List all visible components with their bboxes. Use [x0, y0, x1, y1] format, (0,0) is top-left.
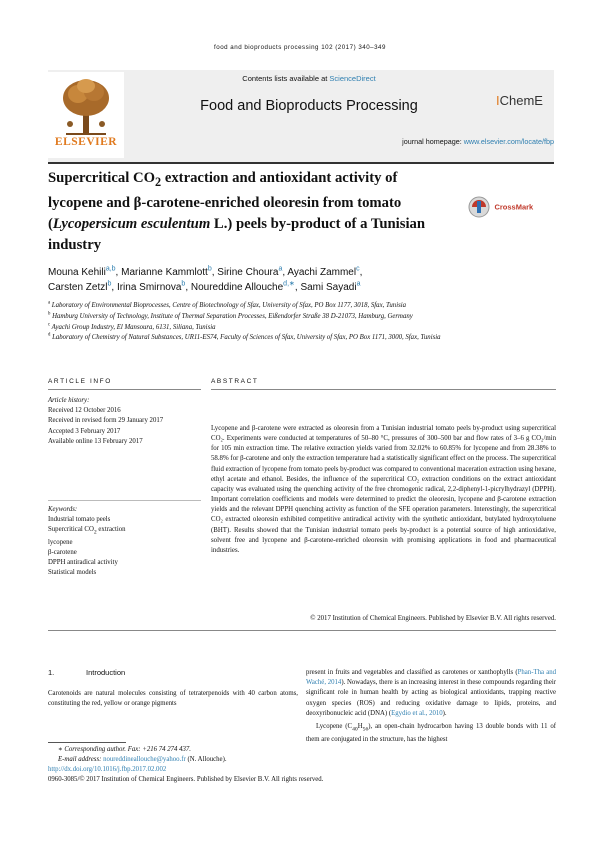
crossmark-badge[interactable] [468, 196, 558, 220]
corresponding-text: Corresponding author. Fax: +216 74 274 437. [64, 746, 192, 753]
col2-p1-a: present in fruits and vegetables and classified as carotenes or xanthophylls ( [306, 669, 518, 676]
title-subscript: 2 [155, 174, 162, 189]
footnote-rule [48, 742, 126, 743]
author-name[interactable]: Irina Smirnova [116, 282, 182, 293]
email-link[interactable]: noureddineallouche@yahoo.fr [103, 756, 186, 763]
keyword-item: lycopene [48, 538, 73, 546]
citation-link[interactable]: Egydio et al., 2010 [391, 709, 443, 717]
author-name[interactable]: Marianne Kammlott [121, 267, 208, 278]
author-affiliation-marker[interactable]: a [278, 265, 283, 273]
affiliation-text: Laboratory of Environmental Bioprocesses, Centre of Biotechnology of Sfax, University of Sfax, PO Box 1177, 3018, Sfax, Tunisia [50, 302, 407, 309]
affiliation-item [48, 333, 518, 343]
email-suffix: (N. Allouche). [185, 756, 227, 763]
icheme-logo[interactable] [496, 92, 552, 120]
author-separator: , [294, 282, 301, 293]
keyword-item: Statistical models [48, 568, 97, 576]
homepage-prefix: journal homepage: [402, 137, 464, 146]
history-revised: Received in revised form 29 January 2017 [48, 417, 164, 425]
affiliations [48, 301, 518, 344]
affiliation-text: Hamburg University of Technology, Institute of Thermal Separation Processes, Eißendorfer Straße 38 D-21073, Hamburg, Germany [50, 312, 413, 320]
author-affiliation-marker[interactable]: b [207, 265, 212, 273]
col2-p2-sub2: 56 [362, 726, 369, 733]
email-note [48, 755, 348, 765]
masthead-rule [48, 162, 554, 164]
journal-homepage [124, 137, 554, 146]
section-title: Introduction [86, 668, 126, 677]
keywords-heading: Keywords: [48, 506, 78, 513]
keywords-rule [48, 500, 201, 501]
email-label: E-mail address: [58, 756, 104, 763]
crossmark-icon [468, 196, 490, 218]
col2-paragraph-1 [306, 668, 556, 719]
section-number: 1. [48, 668, 55, 677]
keyword-2-prefix: Supercritical CO [48, 526, 94, 534]
history-accepted: Accepted 3 February 2017 [48, 427, 121, 435]
intro-paragraph-1: Carotenoids are natural molecules consisting of tetraterpenoids with 40 carbon atoms, constituting the red, yellow or orange pigments [48, 690, 298, 708]
affiliation-item [48, 301, 518, 311]
article-info-rule [48, 389, 201, 390]
article-title [48, 168, 448, 256]
col2-p2-a: Lycopene (C [316, 723, 353, 731]
title-italic: Lycopersicum esculentum [52, 215, 211, 232]
intro-column-2 [306, 668, 556, 745]
author-affiliation-marker[interactable]: b [181, 280, 186, 288]
affiliation-text: Ayachi Group Industry, El Mansoura, 6131, Siliana, Tunisia [50, 323, 216, 331]
section-rule [48, 630, 556, 631]
contents-line [124, 74, 494, 83]
author-separator: , [115, 267, 122, 278]
citation-link[interactable]: Phan-Tha and Waché, 2014 [306, 669, 557, 687]
issn-line: 0960-3085/© 2017 Institution of Chemical Engineers. Published by Elsevier B.V. All rights reserved. [48, 776, 324, 783]
introduction-heading [48, 668, 125, 677]
contents-prefix: Contents lists available at [242, 74, 330, 83]
abstract-heading: ABSTRACT [211, 378, 259, 385]
author-affiliation-marker[interactable]: d,∗ [283, 280, 295, 288]
crossmark-label: CrossMark [494, 202, 534, 212]
author-separator: , [211, 267, 218, 278]
author-name[interactable]: Carsten Zetzl [48, 282, 108, 293]
history-received: Received 12 October 2016 [48, 407, 121, 415]
author-name[interactable]: Mouna Kehili [48, 267, 106, 278]
asterisk: ∗ [58, 746, 65, 753]
col2-paragraph-2 [306, 722, 556, 745]
icheme-logo-rest: ChemE [499, 93, 543, 108]
affiliation-item [48, 323, 518, 333]
author-separator: , [111, 282, 117, 293]
col2-p2-sub1: 40 [352, 726, 358, 733]
affiliation-text: Laboratory of Chemistry of Natural Substances, UR11-ES74, Faculty of Sciences of Sfax, University of Sfax, PO Box 1171, 3000, Sfax, Tunisia [50, 334, 441, 342]
author-name[interactable]: Sirine Choura [217, 267, 279, 278]
keyword-item: Industrial tomato peels [48, 516, 111, 524]
running-head: food and bioproducts processing 102 (2017) 340–349 [214, 44, 386, 51]
keyword-item [48, 525, 203, 537]
col2-p1-b: ). Nowadays, there is an increasing interest in these compounds regarding their significant role in human health by acting as biological antioxidants, trapping reactive oxygen species (ROS) and reducing oxidative damage to lipids, proteins, and deoxyribonucleic acid (DNA) ( [306, 679, 557, 717]
title-part-1: Supercritical CO [48, 170, 156, 186]
abstract-rule [211, 389, 556, 390]
sciencedirect-link[interactable]: ScienceDirect [329, 74, 376, 83]
keyword-2-suffix: extraction [96, 526, 126, 534]
keyword-item: β-carotene [48, 548, 77, 556]
author-affiliation-marker[interactable]: a [356, 280, 361, 288]
abstract-text: Lycopene and β-carotene were extracted as oleoresin from a Tunisian industrial tomato peels by-product using supercritical CO₂. Experiments were conducted at temperatures of 50–80 °C, pressures of 300–500 bar and flow rates of 3–6 g CO₂/min for 105 min extraction time. The relative extraction yields varied from 32.02% to 60.85% for lycopene and from 28.38% to 58.8% for β-carotene and only the extraction temperature had a statistically significant effect on the process. The supercritical fluid extraction of lycopene from tomato peels by-product was compared to conventional maceration extraction using hexane, ethyl acetate and ethanol. Besides, the influence of the supercritical CO₂ extraction conditions on the extract antioxidant capacity was evaluated using the quenching activity of the free chromogenic radical, 2,2-diphenyl-1-picrylhydrazyl (DPPH). Important correlation coefficients and models were determined to predict the oleoresin, lycopene and β-carotene extraction yields and the relevant DPPH quenching activity as function of the SFE operation parameters. Interestingly, the supercritical CO₂ extracted oleoresin exhibited competitive antiradical activity with the synthetic antioxidant, butylated hydroxytoluene (BHT). Results showed that the Tunisian industrial tomato peels by-product is a potential source of high antioxidative, solvent free and lycopene and β-carotene-enriched oleoresin with promising applications in food and pharmaceutical industries. [211, 425, 556, 554]
affiliation-label: c [48, 322, 51, 328]
affiliation-label: b [48, 311, 51, 317]
doi-link[interactable]: http://dx.doi.org/10.1016/j.fbp.2017.02.002 [48, 766, 167, 773]
affiliation-label: d [48, 333, 51, 339]
journal-title[interactable]: Food and Bioproducts Processing [200, 98, 418, 114]
footnotes [48, 745, 348, 785]
title-part-3: L.) peels by-product of a Tunisian industry [48, 215, 426, 253]
keyword-2-subscript: 2 [93, 529, 97, 536]
article-info-heading: ARTICLE INFO [48, 378, 112, 385]
author-name[interactable]: Ayachi Zammel [287, 267, 357, 278]
col2-p2-c: ), an open-chain hydrocarbon having 13 double bonds with 11 of them are conjugated in the structure, has the highest [306, 723, 556, 743]
author-affiliation-marker[interactable]: b [107, 280, 112, 288]
affiliation-label: a [48, 300, 51, 306]
elsevier-tree-icon [60, 76, 112, 136]
article-history [48, 396, 203, 447]
author-name[interactable]: Noureddine Allouche [190, 282, 284, 293]
author-separator: , [282, 267, 288, 278]
author-name[interactable]: Sami Sayadi [300, 282, 357, 293]
keywords [48, 505, 203, 578]
abstract-copyright: © 2017 Institution of Chemical Engineers. Published by Elsevier B.V. All rights reserved. [310, 615, 556, 622]
affiliation-item [48, 312, 518, 322]
title-part-2: extraction and antioxidant activity of lycopene and β-carotene-enriched oleoresin from tomato ( [48, 170, 402, 232]
corresponding-author-note [48, 745, 348, 755]
elsevier-wordmark: ELSEVIER [54, 136, 118, 148]
col2-p1-c: ). [442, 709, 447, 717]
keyword-item: DPPH antiradical activity [48, 558, 118, 566]
author-list [48, 265, 528, 295]
author-affiliation-marker[interactable]: a,b [105, 265, 116, 273]
author-separator: , [359, 267, 363, 278]
history-online: Available online 13 February 2017 [48, 437, 143, 445]
author-affiliation-marker[interactable]: c [356, 265, 360, 273]
col2-p2-b: H [357, 723, 363, 731]
icheme-logo-i: I [496, 93, 500, 108]
icheme-logo-text [496, 93, 543, 108]
author-separator: , [185, 282, 191, 293]
homepage-link[interactable]: www.elsevier.com/locate/fbp [463, 137, 554, 146]
elsevier-logo[interactable] [48, 72, 124, 158]
history-heading: Article history: [48, 397, 90, 404]
